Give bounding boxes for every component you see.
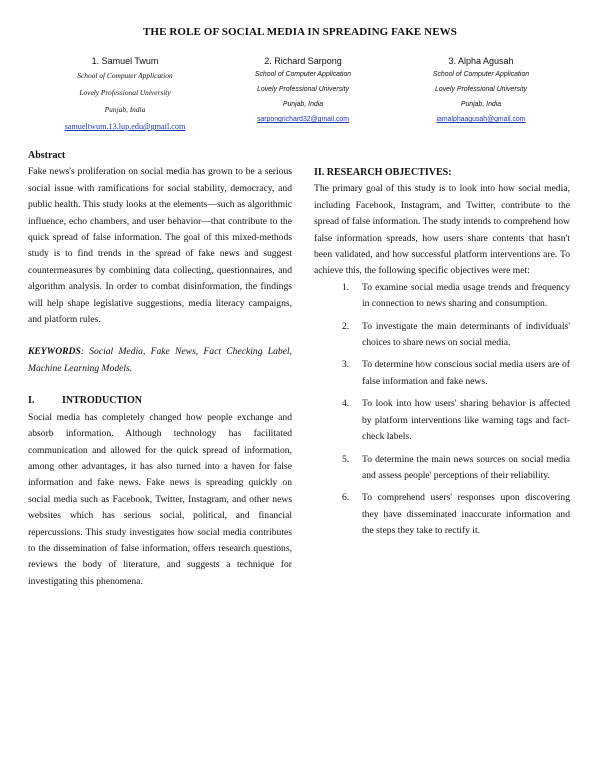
objectives-intro: The primary goal of this study is to look into how social media, including Facebook, Instagram, and Twitter, contribute to the spread of false information. The study intends to comprehend how false information spreads, how users share contents that hasn't been validated, and how successful platform interventions are. To achieve this, the following specific objectives were met: [314, 183, 570, 277]
author-dept: School of Computer Application [77, 71, 173, 80]
item-text: To investigate the main determinants of individuals' choices to share news on social media. [362, 320, 570, 349]
item-text: To examine social media usage trends and frequency in connection to news sharing and consumption. [362, 281, 570, 310]
keywords [28, 344, 292, 377]
list-item [314, 396, 570, 445]
paper-title: THE ROLE OF SOCIAL MEDIA IN SPREADING FAKE NEWS [143, 26, 457, 38]
author-block-1 [30, 56, 220, 131]
author-university: Lovely Professional University [257, 86, 349, 93]
author-name: 2. Richard Sarpong [264, 56, 342, 66]
author-location: Punjab, India [104, 105, 146, 114]
author-block-2 [208, 56, 398, 123]
keywords-label: KEYWORDS [28, 346, 81, 358]
author-email-link[interactable]: iamalphaagusah@gmail.com [436, 116, 526, 123]
author-email-link[interactable]: samueltwum.13.lup.edu@gmail.com [64, 122, 186, 131]
item-text: To comprehend users' responses upon discovering they have disseminated inaccurate information and the steps they take to rectify it. [362, 492, 570, 537]
section-title: INTRODUCTION [62, 395, 143, 407]
list-item [314, 490, 570, 539]
list-item [314, 452, 570, 485]
author-dept: School of Computer Application [254, 71, 352, 78]
author-name: 3. Alpha Agusah [448, 56, 514, 66]
item-text: To determine the main news sources on social media and assess people' perceptions of their reliability. [362, 453, 570, 481]
item-text: To look into how users' sharing behavior is affected by platform interventions like warning tags and fact-check labels. [362, 398, 570, 443]
author-location: Punjab, India [282, 101, 324, 108]
abstract-heading: Abstract [28, 150, 66, 161]
left-column [28, 148, 292, 590]
abstract-text: Fake news's proliferation on social media has grown to be a serious social issue with ramifications for social stability, democracy, and public health. This study looks at the elements—such as algorithmic influence, echo chambers, and user behavior—that contribute to the quick spread of false information. The goal of this mixed-methods study is to find trends in the spread of fake news and suggest countermeasures by combining data collecting, questionnaires, and algorithm analysis. In order to combat disinformation, the findings will help shape legislative suggestions, media literacy campaigns, and platform rules. [28, 166, 292, 326]
item-number: 2. [342, 320, 350, 332]
list-item [314, 319, 570, 352]
item-number: 3. [342, 359, 350, 371]
item-number: 4. [342, 398, 350, 410]
objectives-list [314, 280, 570, 540]
item-number: 1. [342, 281, 350, 293]
introduction-text: Social media has completely changed how people exchange and absorb information. Although technology has facilitated communication and allowed for the quick spread of information, among other advantages, it has also turned into a haven for false information and fake news. Fake news is spreading quickly on social media such as Facebook, Twitter, Instagram, and other news websites which has serious social, political, and financial repercussions. This study investigates how social media contributes to the dissemination of false information, offers research questions, reviews the body of literature, and suggests a technique for investigating this phenomena. [28, 411, 292, 587]
author-name: 1. Samuel Twum [91, 56, 159, 66]
list-item [314, 280, 570, 313]
right-column [314, 165, 570, 546]
objectives-heading: II. RESEARCH OBJECTIVES: [314, 167, 452, 178]
author-email-link[interactable]: sarpongrichard32@gmail.com [256, 116, 350, 123]
item-number: 5. [342, 453, 350, 465]
keywords-text: : Social Media, Fake News, Fact Checking Label, Machine Learning Models. [28, 346, 292, 374]
author-university: Lovely Professional University [435, 86, 527, 93]
author-dept: School of Computer Application [432, 71, 530, 78]
item-text: To determine how conscious social media users are of false information and fake news. [362, 359, 570, 387]
list-item [314, 357, 570, 390]
author-location: Punjab, India [460, 101, 502, 108]
item-number: 6. [342, 492, 350, 504]
author-block-3 [386, 56, 576, 123]
introduction-heading [28, 393, 292, 409]
author-university: Lovely Professional University [79, 88, 171, 97]
section-number: I. [28, 395, 35, 407]
